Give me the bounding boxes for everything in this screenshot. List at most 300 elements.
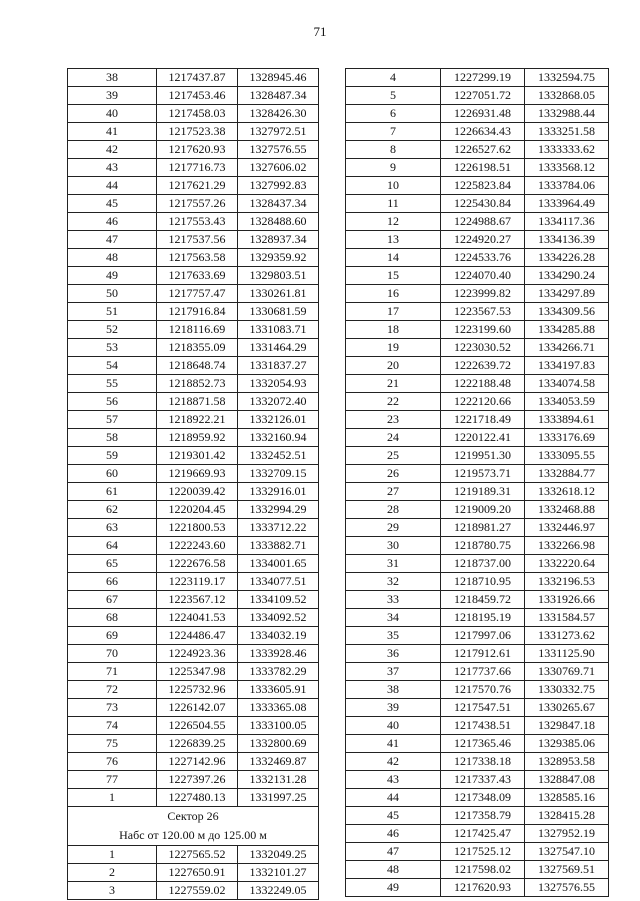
coord-x-cell: 1217338.18 (441, 753, 525, 771)
point-number-cell: 10 (346, 177, 441, 195)
coord-x-cell: 1224533.76 (441, 249, 525, 267)
table-row (346, 591, 609, 609)
table-row (346, 213, 609, 231)
coord-x-cell: 1217737.66 (441, 663, 525, 681)
point-number-cell: 73 (68, 699, 157, 717)
point-number-cell: 5 (346, 87, 441, 105)
point-number-cell: 9 (346, 159, 441, 177)
table-row (68, 357, 319, 375)
coord-y-cell: 1332126.01 (238, 411, 319, 429)
table-row (68, 483, 319, 501)
coord-x-cell: 1227142.96 (157, 753, 238, 771)
coord-y-cell: 1333928.46 (238, 645, 319, 663)
table-row (346, 519, 609, 537)
coord-y-cell: 1334074.58 (525, 375, 609, 393)
table-row (346, 141, 609, 159)
point-number-cell: 48 (346, 861, 441, 879)
coord-y-cell: 1332709.15 (238, 465, 319, 483)
point-number-cell: 68 (68, 609, 157, 627)
table-row (68, 285, 319, 303)
coord-x-cell: 1217621.29 (157, 177, 238, 195)
coord-y-cell: 1327569.51 (525, 861, 609, 879)
coord-x-cell: 1217453.46 (157, 87, 238, 105)
point-number-cell: 24 (346, 429, 441, 447)
coord-y-cell: 1333095.55 (525, 447, 609, 465)
point-number-cell: 49 (346, 879, 441, 897)
point-number-cell: 57 (68, 411, 157, 429)
point-number-cell: 46 (68, 213, 157, 231)
point-number-cell: 42 (346, 753, 441, 771)
table-row (346, 843, 609, 861)
coord-y-cell: 1333894.61 (525, 411, 609, 429)
point-number-cell: 33 (346, 591, 441, 609)
point-number-cell: 53 (68, 339, 157, 357)
table-row (68, 393, 319, 411)
table-row (346, 627, 609, 645)
coord-y-cell: 1329847.18 (525, 717, 609, 735)
coord-y-cell: 1332594.75 (525, 69, 609, 87)
coord-x-cell: 1222676.58 (157, 555, 238, 573)
coord-x-cell: 1217620.93 (441, 879, 525, 897)
coord-x-cell: 1222243.60 (157, 537, 238, 555)
table-row (346, 447, 609, 465)
coord-x-cell: 1217547.51 (441, 699, 525, 717)
point-number-cell: 2 (68, 864, 157, 882)
coord-x-cell: 1217620.93 (157, 141, 238, 159)
point-number-cell: 51 (68, 303, 157, 321)
table-row (346, 645, 609, 663)
coord-x-cell: 1227397.26 (157, 771, 238, 789)
table-row (68, 537, 319, 555)
point-number-cell: 67 (68, 591, 157, 609)
point-number-cell: 59 (68, 447, 157, 465)
coord-x-cell: 1218959.92 (157, 429, 238, 447)
point-number-cell: 19 (346, 339, 441, 357)
table-row (68, 105, 319, 123)
coordinates-table-right (345, 68, 609, 897)
coord-y-cell: 1331997.25 (238, 789, 319, 807)
point-number-cell: 35 (346, 627, 441, 645)
point-number-cell: 30 (346, 537, 441, 555)
coord-x-cell: 1226527.62 (441, 141, 525, 159)
table-row (346, 879, 609, 897)
table-row (346, 609, 609, 627)
coord-y-cell: 1327547.10 (525, 843, 609, 861)
coord-x-cell: 1224041.53 (157, 609, 238, 627)
point-number-cell: 75 (68, 735, 157, 753)
coord-y-cell: 1333333.62 (525, 141, 609, 159)
coord-y-cell: 1328426.30 (238, 105, 319, 123)
point-number-cell: 54 (68, 357, 157, 375)
point-number-cell: 55 (68, 375, 157, 393)
table-row (346, 699, 609, 717)
coord-y-cell: 1329385.06 (525, 735, 609, 753)
table-row (68, 69, 319, 87)
table-row (68, 771, 319, 789)
point-number-cell: 37 (346, 663, 441, 681)
point-number-cell: 52 (68, 321, 157, 339)
coord-y-cell: 1331837.27 (238, 357, 319, 375)
coord-y-cell: 1332468.88 (525, 501, 609, 519)
table-row (68, 789, 319, 807)
coord-y-cell: 1332266.98 (525, 537, 609, 555)
table-row (346, 411, 609, 429)
table-row (68, 627, 319, 645)
coord-x-cell: 1217437.87 (157, 69, 238, 87)
point-number-cell: 43 (68, 159, 157, 177)
table-row (68, 267, 319, 285)
table-row (346, 573, 609, 591)
coord-y-cell: 1333176.69 (525, 429, 609, 447)
point-number-cell: 45 (68, 195, 157, 213)
table-row (346, 807, 609, 825)
coord-y-cell: 1334109.52 (238, 591, 319, 609)
coord-y-cell: 1329803.51 (238, 267, 319, 285)
coord-x-cell: 1226931.48 (441, 105, 525, 123)
table-row (68, 465, 319, 483)
coord-x-cell: 1218710.95 (441, 573, 525, 591)
point-number-cell: 72 (68, 681, 157, 699)
coord-x-cell: 1217537.56 (157, 231, 238, 249)
coord-x-cell: 1226634.43 (441, 123, 525, 141)
table-row (346, 861, 609, 879)
table-row (346, 663, 609, 681)
point-number-cell: 46 (346, 825, 441, 843)
coord-x-cell: 1217523.38 (157, 123, 238, 141)
coord-y-cell: 1331584.57 (525, 609, 609, 627)
table-row (346, 789, 609, 807)
coord-x-cell: 1227559.02 (157, 882, 238, 900)
coord-y-cell: 1334032.19 (238, 627, 319, 645)
point-number-cell: 26 (346, 465, 441, 483)
point-number-cell: 15 (346, 267, 441, 285)
page-number: 71 (313, 24, 327, 39)
coord-x-cell: 1217348.09 (441, 789, 525, 807)
table-row (68, 555, 319, 573)
table-row (68, 195, 319, 213)
point-number-cell: 56 (68, 393, 157, 411)
sector-title: Сектор 26 (68, 807, 319, 827)
point-number-cell: 70 (68, 645, 157, 663)
coord-y-cell: 1332618.12 (525, 483, 609, 501)
table-row (346, 825, 609, 843)
table-row (68, 846, 319, 864)
point-number-cell: 50 (68, 285, 157, 303)
coord-y-cell: 1334285.88 (525, 321, 609, 339)
table-row (346, 339, 609, 357)
point-number-cell: 45 (346, 807, 441, 825)
table-row (346, 303, 609, 321)
point-number-cell: 36 (346, 645, 441, 663)
coord-y-cell: 1331926.66 (525, 591, 609, 609)
coord-x-cell: 1218459.72 (441, 591, 525, 609)
coord-y-cell: 1334001.65 (238, 555, 319, 573)
coord-y-cell: 1330681.59 (238, 303, 319, 321)
table-row (346, 123, 609, 141)
coord-x-cell: 1219951.30 (441, 447, 525, 465)
coord-y-cell: 1327576.55 (525, 879, 609, 897)
point-number-cell: 12 (346, 213, 441, 231)
coord-x-cell: 1227650.91 (157, 864, 238, 882)
table-row (68, 447, 319, 465)
table-row (68, 429, 319, 447)
coord-x-cell: 1227480.13 (157, 789, 238, 807)
point-number-cell: 32 (346, 573, 441, 591)
table-row (346, 735, 609, 753)
coordinates-table-left (67, 68, 319, 900)
table-row (68, 663, 319, 681)
point-number-cell: 34 (346, 609, 441, 627)
table-row (68, 159, 319, 177)
coord-y-cell: 1333605.91 (238, 681, 319, 699)
coord-y-cell: 1332916.01 (238, 483, 319, 501)
coord-x-cell: 1219669.93 (157, 465, 238, 483)
table-row (346, 105, 609, 123)
table-row (346, 69, 609, 87)
point-number-cell: 42 (68, 141, 157, 159)
table-row (346, 501, 609, 519)
coord-x-cell: 1218116.69 (157, 321, 238, 339)
coord-x-cell: 1218195.19 (441, 609, 525, 627)
coord-x-cell: 1217563.58 (157, 249, 238, 267)
coord-x-cell: 1217458.03 (157, 105, 238, 123)
point-number-cell: 31 (346, 555, 441, 573)
coord-y-cell: 1328487.34 (238, 87, 319, 105)
point-number-cell: 74 (68, 717, 157, 735)
coord-x-cell: 1225823.84 (441, 177, 525, 195)
table-row (68, 699, 319, 717)
point-number-cell: 47 (68, 231, 157, 249)
coord-x-cell: 1219189.31 (441, 483, 525, 501)
coord-y-cell: 1328953.58 (525, 753, 609, 771)
point-number-cell: 38 (346, 681, 441, 699)
coord-x-cell: 1222120.66 (441, 393, 525, 411)
coord-x-cell: 1224070.40 (441, 267, 525, 285)
point-number-cell: 58 (68, 429, 157, 447)
coord-x-cell: 1217525.12 (441, 843, 525, 861)
coord-x-cell: 1223567.53 (441, 303, 525, 321)
coord-y-cell: 1328437.34 (238, 195, 319, 213)
coord-x-cell: 1223199.60 (441, 321, 525, 339)
table-row (346, 177, 609, 195)
table-row (346, 429, 609, 447)
coord-x-cell: 1217358.79 (441, 807, 525, 825)
table-row (346, 249, 609, 267)
coord-x-cell: 1222188.48 (441, 375, 525, 393)
point-number-cell: 61 (68, 483, 157, 501)
coord-x-cell: 1217716.73 (157, 159, 238, 177)
point-number-cell: 65 (68, 555, 157, 573)
table-row (68, 645, 319, 663)
point-number-cell: 63 (68, 519, 157, 537)
coord-y-cell: 1333568.12 (525, 159, 609, 177)
coord-y-cell: 1332800.69 (238, 735, 319, 753)
coord-x-cell: 1217757.47 (157, 285, 238, 303)
table-row (346, 753, 609, 771)
coord-x-cell: 1217553.43 (157, 213, 238, 231)
coord-y-cell: 1328945.46 (238, 69, 319, 87)
point-number-cell: 49 (68, 267, 157, 285)
coord-y-cell: 1332131.28 (238, 771, 319, 789)
table-row (346, 159, 609, 177)
coord-y-cell: 1334309.56 (525, 303, 609, 321)
coord-x-cell: 1218981.27 (441, 519, 525, 537)
point-number-cell: 66 (68, 573, 157, 591)
coord-x-cell: 1217365.46 (441, 735, 525, 753)
coord-y-cell: 1332868.05 (525, 87, 609, 105)
coord-x-cell: 1227299.19 (441, 69, 525, 87)
table-row (346, 483, 609, 501)
point-number-cell: 17 (346, 303, 441, 321)
coord-y-cell: 1331083.71 (238, 321, 319, 339)
point-number-cell: 40 (68, 105, 157, 123)
coord-x-cell: 1220039.42 (157, 483, 238, 501)
coord-y-cell: 1330261.81 (238, 285, 319, 303)
point-number-cell: 18 (346, 321, 441, 339)
table-row (346, 231, 609, 249)
table-row (68, 753, 319, 771)
table-row (68, 303, 319, 321)
point-number-cell: 25 (346, 447, 441, 465)
coord-y-cell: 1332469.87 (238, 753, 319, 771)
coord-y-cell: 1332249.05 (238, 882, 319, 900)
coord-x-cell: 1226198.51 (441, 159, 525, 177)
coord-x-cell: 1220204.45 (157, 501, 238, 519)
point-number-cell: 71 (68, 663, 157, 681)
coord-y-cell: 1332452.51 (238, 447, 319, 465)
coord-x-cell: 1219301.42 (157, 447, 238, 465)
coord-y-cell: 1332196.53 (525, 573, 609, 591)
coord-y-cell: 1329359.92 (238, 249, 319, 267)
table-row (68, 123, 319, 141)
coord-y-cell: 1328847.08 (525, 771, 609, 789)
table-row (68, 519, 319, 537)
coord-x-cell: 1220122.41 (441, 429, 525, 447)
coord-y-cell: 1333882.71 (238, 537, 319, 555)
coord-y-cell: 1334092.52 (238, 609, 319, 627)
point-number-cell: 39 (346, 699, 441, 717)
coord-x-cell: 1222639.72 (441, 357, 525, 375)
point-number-cell: 39 (68, 87, 157, 105)
table-row (68, 717, 319, 735)
coord-y-cell: 1330769.71 (525, 663, 609, 681)
coord-x-cell: 1217997.06 (441, 627, 525, 645)
point-number-cell: 22 (346, 393, 441, 411)
coord-y-cell: 1332446.97 (525, 519, 609, 537)
table-row (68, 213, 319, 231)
coord-y-cell: 1334136.39 (525, 231, 609, 249)
coord-y-cell: 1333964.49 (525, 195, 609, 213)
coord-y-cell: 1328488.60 (238, 213, 319, 231)
coord-y-cell: 1332988.44 (525, 105, 609, 123)
coord-y-cell: 1334197.83 (525, 357, 609, 375)
point-number-cell: 44 (346, 789, 441, 807)
table-row (346, 267, 609, 285)
table-row (68, 735, 319, 753)
coord-y-cell: 1332884.77 (525, 465, 609, 483)
coord-x-cell: 1224923.36 (157, 645, 238, 663)
coord-y-cell: 1332072.40 (238, 393, 319, 411)
point-number-cell: 1 (68, 789, 157, 807)
point-number-cell: 11 (346, 195, 441, 213)
point-number-cell: 3 (68, 882, 157, 900)
coord-x-cell: 1218737.00 (441, 555, 525, 573)
coord-y-cell: 1331273.62 (525, 627, 609, 645)
table-row (68, 375, 319, 393)
point-number-cell: 41 (346, 735, 441, 753)
coord-y-cell: 1333784.06 (525, 177, 609, 195)
coord-x-cell: 1226504.55 (157, 717, 238, 735)
point-number-cell: 21 (346, 375, 441, 393)
table-row (346, 465, 609, 483)
table-row (68, 321, 319, 339)
point-number-cell: 28 (346, 501, 441, 519)
table-row (346, 87, 609, 105)
coord-y-cell: 1334226.28 (525, 249, 609, 267)
table-row (346, 717, 609, 735)
point-number-cell: 41 (68, 123, 157, 141)
coord-y-cell: 1333712.22 (238, 519, 319, 537)
coord-x-cell: 1227565.52 (157, 846, 238, 864)
coord-y-cell: 1332994.29 (238, 501, 319, 519)
point-number-cell: 76 (68, 753, 157, 771)
coord-y-cell: 1334077.51 (238, 573, 319, 591)
coord-y-cell: 1332160.94 (238, 429, 319, 447)
coord-x-cell: 1217557.26 (157, 195, 238, 213)
point-number-cell: 48 (68, 249, 157, 267)
coord-x-cell: 1224486.47 (157, 627, 238, 645)
coord-y-cell: 1328937.34 (238, 231, 319, 249)
point-number-cell: 40 (346, 717, 441, 735)
coord-x-cell: 1218852.73 (157, 375, 238, 393)
coord-y-cell: 1333100.05 (238, 717, 319, 735)
point-number-cell: 64 (68, 537, 157, 555)
point-number-cell: 43 (346, 771, 441, 789)
coord-x-cell: 1218922.21 (157, 411, 238, 429)
coord-x-cell: 1217570.76 (441, 681, 525, 699)
coord-y-cell: 1327972.51 (238, 123, 319, 141)
table-row (346, 375, 609, 393)
coord-x-cell: 1224988.67 (441, 213, 525, 231)
coord-y-cell: 1330332.75 (525, 681, 609, 699)
point-number-cell: 62 (68, 501, 157, 519)
coord-x-cell: 1226142.07 (157, 699, 238, 717)
table-row (68, 681, 319, 699)
coord-x-cell: 1223119.17 (157, 573, 238, 591)
coord-x-cell: 1217337.43 (441, 771, 525, 789)
coord-y-cell: 1332049.25 (238, 846, 319, 864)
coord-x-cell: 1219573.71 (441, 465, 525, 483)
coord-y-cell: 1327576.55 (238, 141, 319, 159)
coord-x-cell: 1227051.72 (441, 87, 525, 105)
coord-x-cell: 1223567.12 (157, 591, 238, 609)
table-row (346, 357, 609, 375)
coord-y-cell: 1334290.24 (525, 267, 609, 285)
coord-y-cell: 1327606.02 (238, 159, 319, 177)
coord-x-cell: 1217912.61 (441, 645, 525, 663)
coord-y-cell: 1331125.90 (525, 645, 609, 663)
coord-x-cell: 1217598.02 (441, 861, 525, 879)
point-number-cell: 77 (68, 771, 157, 789)
table-row (68, 591, 319, 609)
table-row (68, 573, 319, 591)
table-row (346, 195, 609, 213)
coord-x-cell: 1221718.49 (441, 411, 525, 429)
point-number-cell: 6 (346, 105, 441, 123)
coord-x-cell: 1218648.74 (157, 357, 238, 375)
coord-x-cell: 1225430.84 (441, 195, 525, 213)
coord-y-cell: 1334266.71 (525, 339, 609, 357)
